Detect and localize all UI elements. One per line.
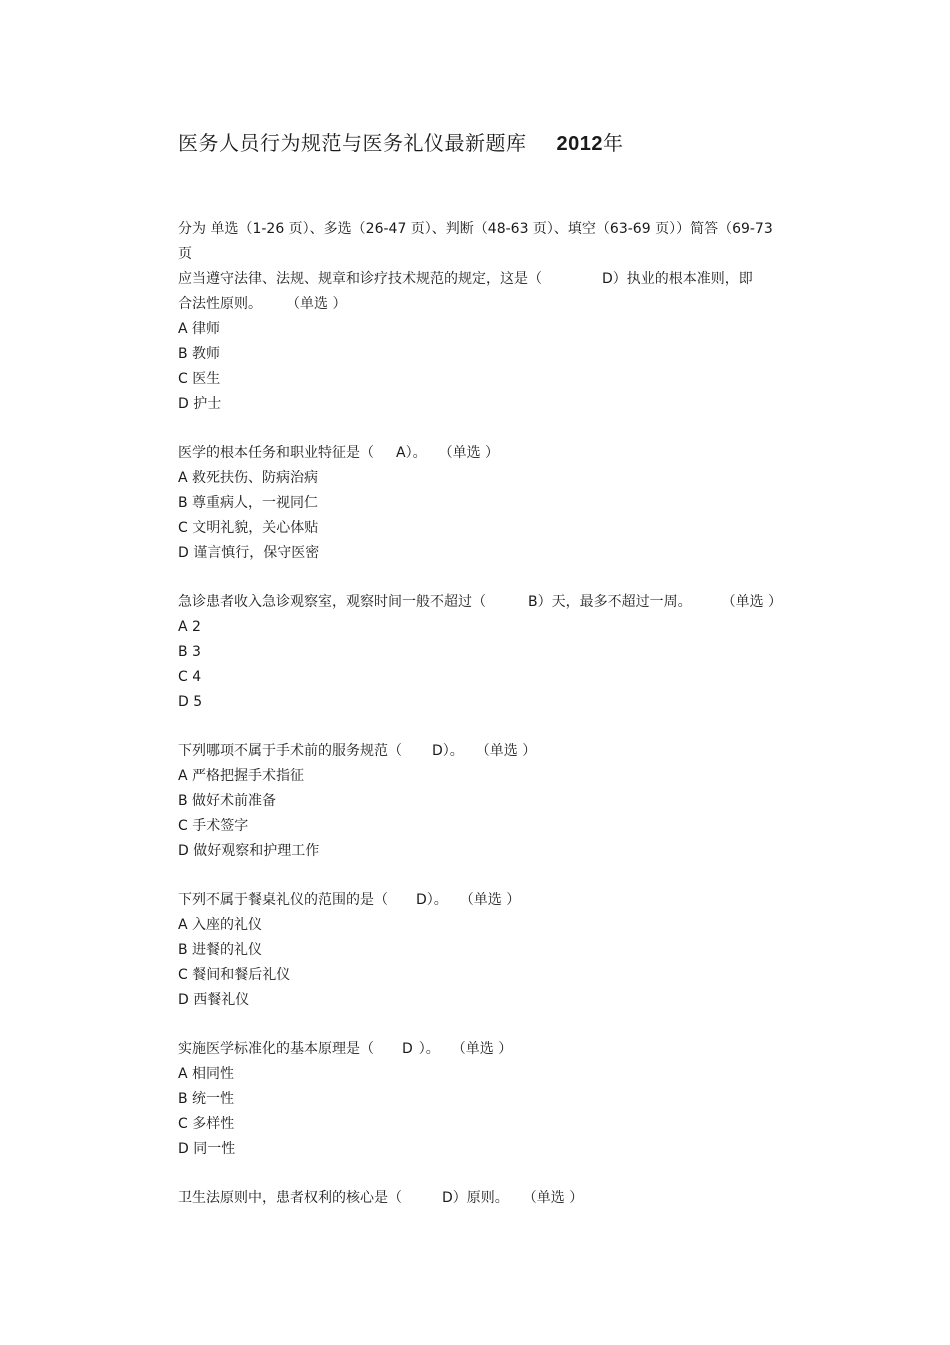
option-item: C 文明礼貌，关心体贴 bbox=[178, 520, 319, 536]
stem-text: 应当遵守法律、法规、规章和诊疗技术规范的规定，这是（ bbox=[178, 271, 542, 287]
option-item: B 教师 bbox=[178, 346, 221, 362]
stem-text: 合法性原则。 bbox=[178, 296, 262, 312]
stem-text: ）执业的根本准则，即 bbox=[612, 271, 753, 287]
page-title bbox=[178, 128, 624, 159]
stem-text: 下列哪项不属于手术前的服务规范（ bbox=[178, 743, 402, 759]
question-stem bbox=[178, 1037, 818, 1062]
option-item: A 救死扶伤、防病治病 bbox=[178, 470, 319, 486]
option-item: D 同一性 bbox=[178, 1141, 236, 1157]
answer-letter: B bbox=[528, 594, 538, 610]
question-type: （单选 ） bbox=[475, 743, 537, 759]
option-item: B 3 bbox=[178, 644, 201, 660]
option-item: C 餐间和餐后礼仪 bbox=[178, 967, 291, 983]
question-type: （单选 ） bbox=[451, 1041, 513, 1057]
stem-text: ）。 bbox=[405, 445, 427, 461]
answer-letter: D bbox=[416, 892, 427, 908]
option-item: C 多样性 bbox=[178, 1116, 235, 1132]
answer-letter: D bbox=[442, 1190, 453, 1206]
option-item: D 西餐礼仪 bbox=[178, 992, 250, 1008]
stem-text: 医学的根本任务和职业特征是（ bbox=[178, 445, 374, 461]
stem-text: ）天，最多不超过一周。 bbox=[537, 594, 692, 610]
option-item: B 统一性 bbox=[178, 1091, 235, 1107]
option-item: C 医生 bbox=[178, 371, 221, 387]
question-stem bbox=[178, 590, 818, 615]
question-type: （单选 ） bbox=[522, 1190, 584, 1206]
question-type: （单选 ） bbox=[286, 296, 347, 312]
option-item: A 律师 bbox=[178, 321, 221, 337]
question-block bbox=[178, 267, 818, 417]
question-stem bbox=[178, 888, 818, 913]
option-item: D 做好观察和护理工作 bbox=[178, 843, 320, 859]
intro-line: 页 bbox=[178, 246, 192, 262]
question-block bbox=[178, 590, 818, 715]
question-type: （单选 ） bbox=[459, 892, 521, 908]
option-item: A 2 bbox=[178, 619, 201, 635]
question-block bbox=[178, 441, 818, 566]
title-text: 医务人员行为规范与医务礼仪最新题库 bbox=[178, 131, 527, 155]
option-item: B 进餐的礼仪 bbox=[178, 942, 263, 958]
question-block bbox=[178, 1186, 818, 1211]
stem-text: 实施医学标准化的基本原理是（ bbox=[178, 1041, 374, 1057]
stem-text: ）原则。 bbox=[452, 1190, 509, 1206]
question-type: （单选 ） bbox=[438, 445, 500, 461]
option-item: A 入座的礼仪 bbox=[178, 917, 263, 933]
question-block bbox=[178, 888, 818, 1013]
answer-letter: D bbox=[602, 271, 613, 287]
answer-letter: D bbox=[402, 1041, 413, 1057]
intro-line: 分为 单选（1-26 页）、多选（26-47 页）、判断（48-63 页）、填空（63-69 页））简答（69-73 bbox=[178, 221, 773, 237]
option-item: B 尊重病人，一视同仁 bbox=[178, 495, 319, 511]
answer-letter: A bbox=[396, 445, 406, 461]
option-item: C 手术签字 bbox=[178, 818, 249, 834]
question-block bbox=[178, 1037, 818, 1162]
title-year: 2012 bbox=[556, 133, 603, 155]
option-item: A 严格把握手术指征 bbox=[178, 768, 305, 784]
option-item: C 4 bbox=[178, 669, 202, 685]
title-suffix: 年 bbox=[603, 131, 624, 155]
stem-text: ）。 bbox=[426, 892, 448, 908]
stem-text: ）。 bbox=[442, 743, 464, 759]
question-stem bbox=[178, 267, 818, 292]
stem-text: ）。 bbox=[418, 1041, 440, 1057]
stem-text: 下列不属于餐桌礼仪的范围的是（ bbox=[178, 892, 388, 908]
question-stem bbox=[178, 1186, 818, 1211]
question-type: （单选 ） bbox=[721, 594, 783, 610]
option-item: D 谨言慎行，保守医密 bbox=[178, 545, 320, 561]
question-stem bbox=[178, 441, 818, 466]
stem-text: 急诊患者收入急诊观察室，观察时间一般不超过（ bbox=[178, 594, 486, 610]
stem-text: 卫生法原则中，患者权利的核心是（ bbox=[178, 1190, 402, 1206]
option-item: D 5 bbox=[178, 694, 203, 710]
question-stem bbox=[178, 292, 818, 317]
option-item: A 相同性 bbox=[178, 1066, 235, 1082]
document-body bbox=[178, 217, 818, 1211]
option-item: D 护士 bbox=[178, 396, 222, 412]
answer-letter: D bbox=[432, 743, 443, 759]
question-stem bbox=[178, 739, 818, 764]
option-item: B 做好术前准备 bbox=[178, 793, 277, 809]
question-block bbox=[178, 739, 818, 864]
